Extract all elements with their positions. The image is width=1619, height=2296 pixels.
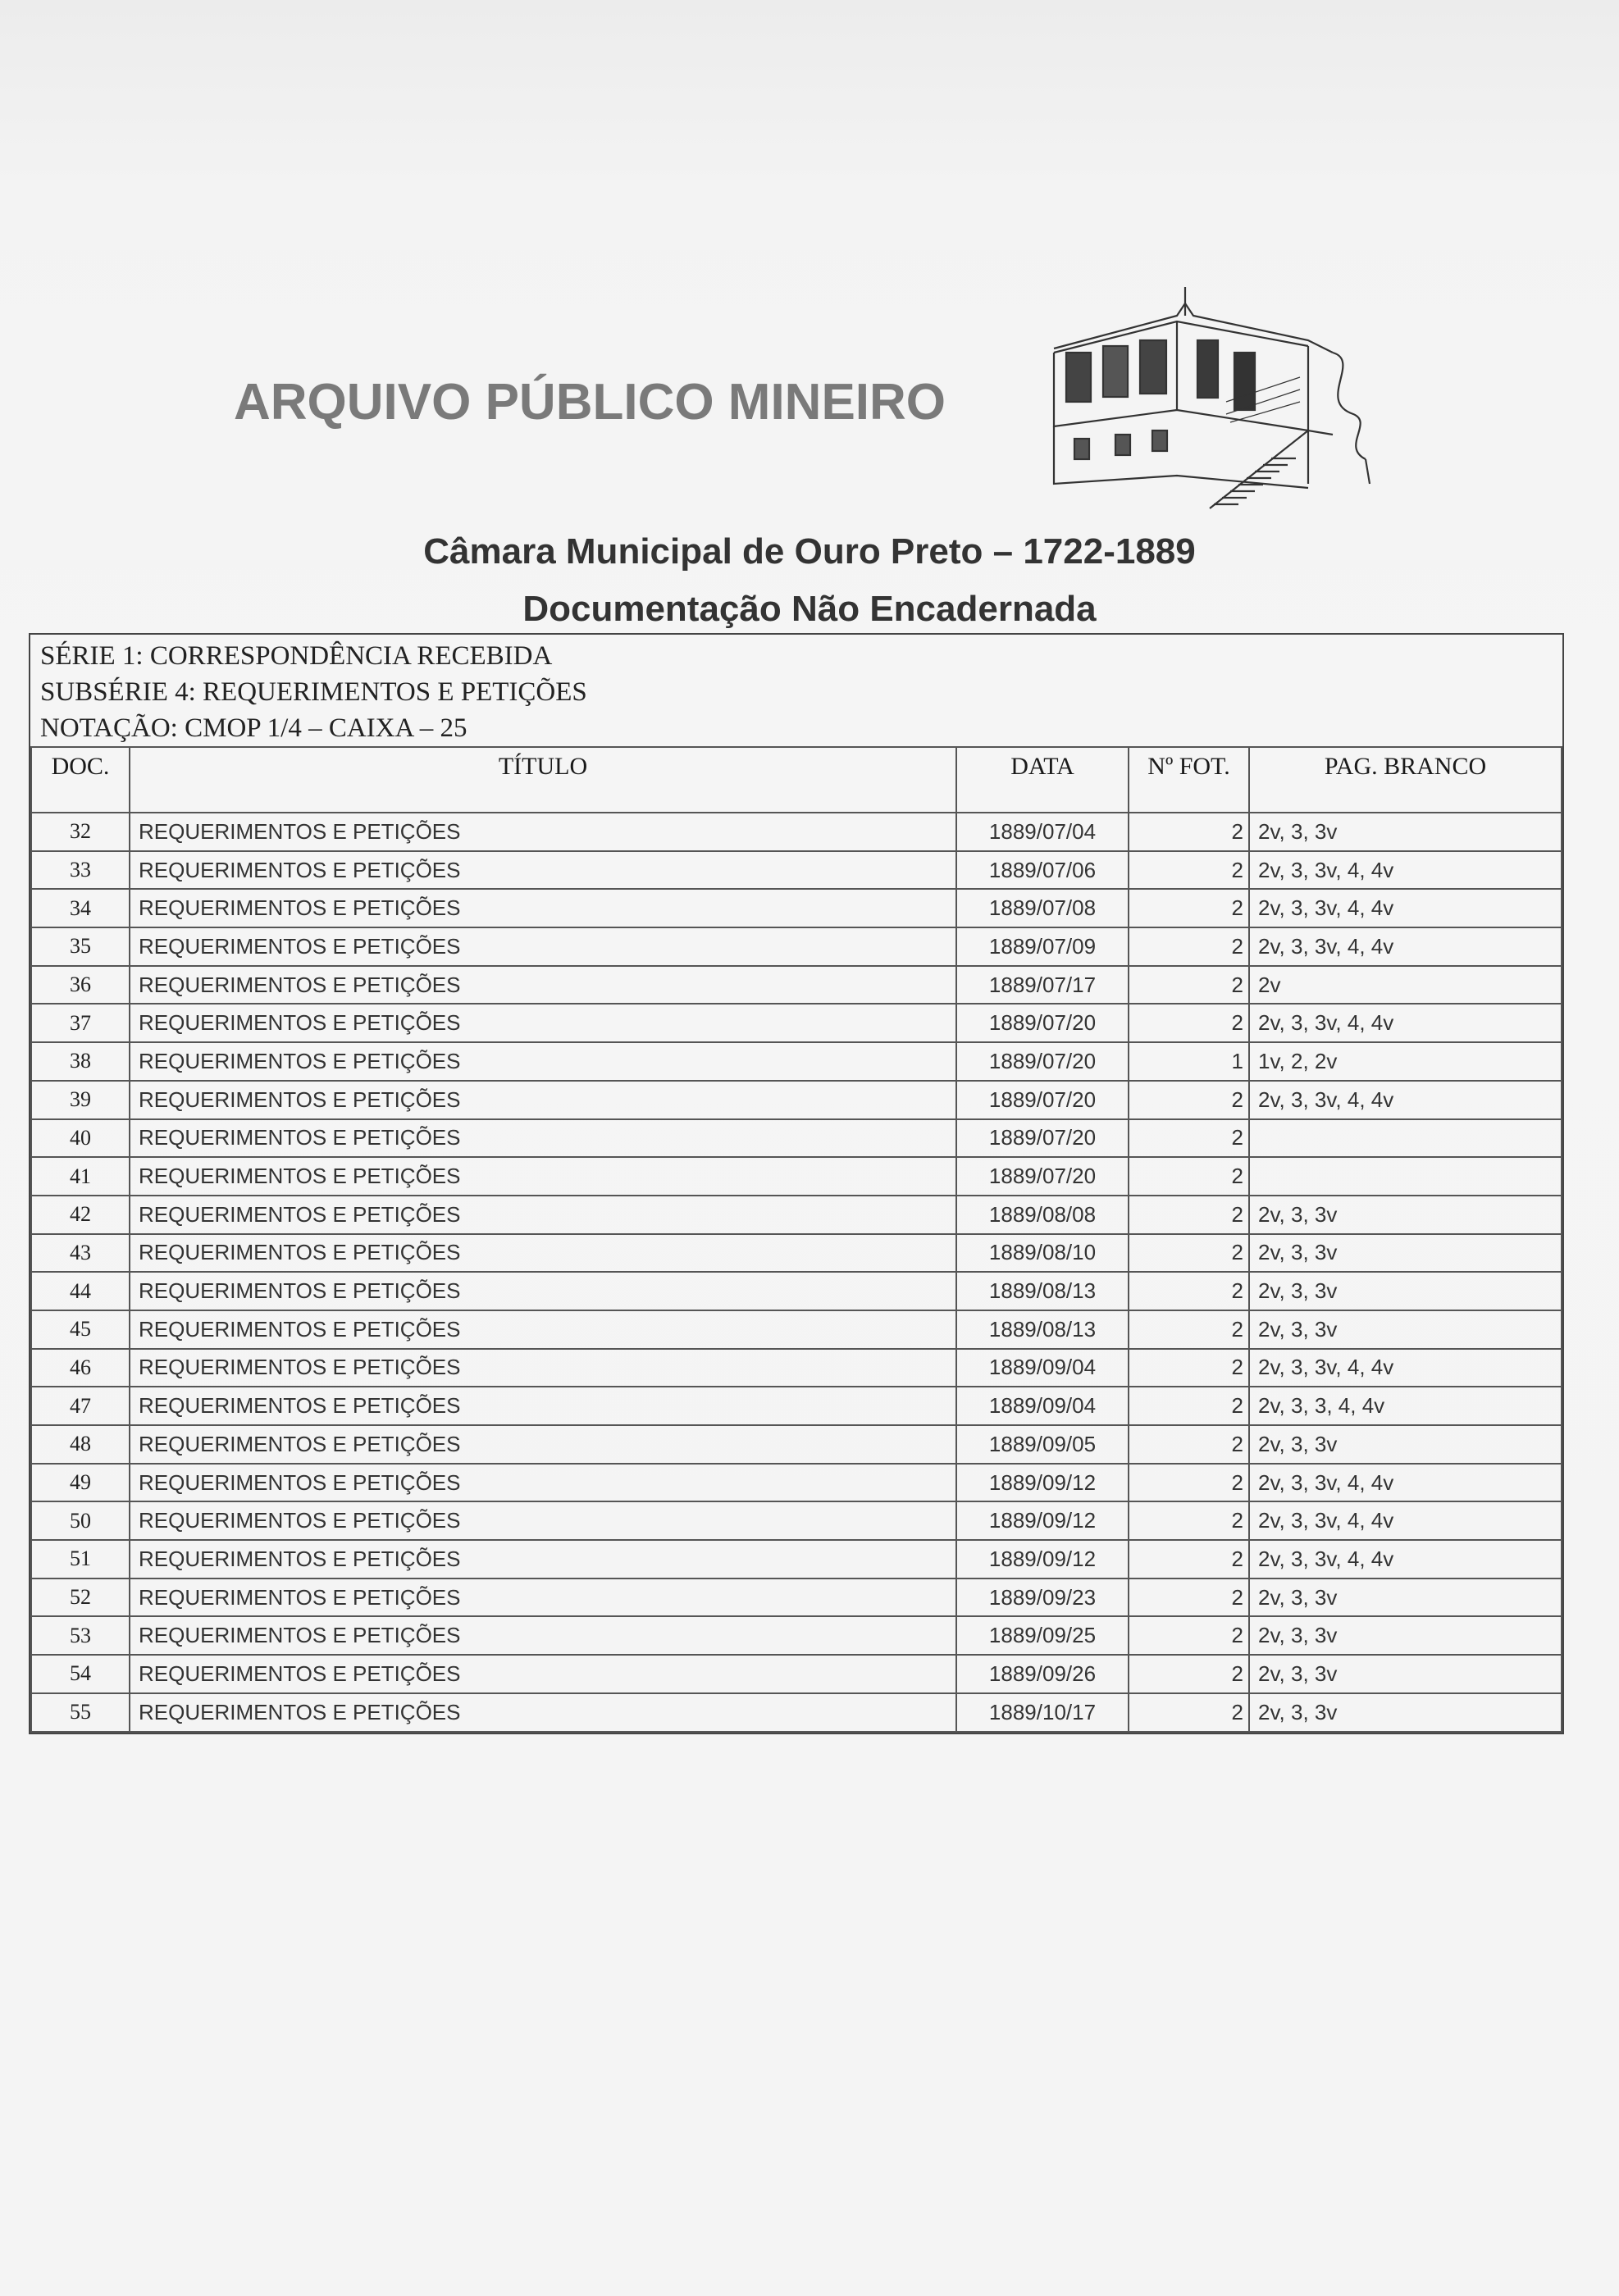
table-row — [31, 889, 1562, 927]
photo-count-cell: 2 — [1129, 1081, 1249, 1119]
date-cell: 1889/07/08 — [956, 889, 1129, 927]
table-row — [31, 1616, 1562, 1655]
date-cell: 1889/07/06 — [956, 851, 1129, 890]
doc-cell: 36 — [31, 966, 130, 1004]
doc-cell: 38 — [31, 1042, 130, 1081]
blank-pages-cell: 2v, 3, 3v, 4, 4v — [1249, 1464, 1562, 1502]
photo-count-cell: 2 — [1129, 1501, 1249, 1540]
header-doc: DOC. — [31, 747, 130, 813]
doc-cell: 52 — [31, 1578, 130, 1617]
table-row — [31, 1042, 1562, 1081]
photo-count-cell: 2 — [1129, 1196, 1249, 1234]
photo-count-cell: 2 — [1129, 851, 1249, 890]
photo-count-cell: 2 — [1129, 1693, 1249, 1732]
blank-pages-cell: 2v, 3, 3v — [1249, 1272, 1562, 1310]
date-cell: 1889/07/20 — [956, 1004, 1129, 1042]
title-cell: REQUERIMENTOS E PETIÇÕES — [130, 1655, 956, 1693]
blank-pages-cell — [1249, 1157, 1562, 1196]
inventory-table — [30, 746, 1562, 1733]
date-cell: 1889/09/12 — [956, 1464, 1129, 1502]
blank-pages-cell: 2v, 3, 3v, 4, 4v — [1249, 927, 1562, 966]
doc-cell: 47 — [31, 1387, 130, 1425]
date-cell: 1889/09/23 — [956, 1578, 1129, 1617]
photo-count-cell: 1 — [1129, 1042, 1249, 1081]
doc-cell: 43 — [31, 1234, 130, 1273]
photo-count-cell: 2 — [1129, 1272, 1249, 1310]
title-cell: REQUERIMENTOS E PETIÇÕES — [130, 851, 956, 890]
doc-cell: 49 — [31, 1464, 130, 1502]
title-cell: REQUERIMENTOS E PETIÇÕES — [130, 1081, 956, 1119]
doc-cell: 46 — [31, 1349, 130, 1387]
date-cell: 1889/07/17 — [956, 966, 1129, 1004]
doc-cell: 32 — [31, 813, 130, 851]
date-cell: 1889/07/20 — [956, 1157, 1129, 1196]
blank-pages-cell: 2v, 3, 3v — [1249, 1234, 1562, 1273]
table-row — [31, 851, 1562, 890]
table-row — [31, 1387, 1562, 1425]
blank-pages-cell: 2v, 3, 3v — [1249, 1693, 1562, 1732]
blank-pages-cell: 2v, 3, 3v — [1249, 1616, 1562, 1655]
table-row — [31, 1272, 1562, 1310]
date-cell: 1889/08/10 — [956, 1234, 1129, 1273]
header-data: DATA — [956, 747, 1129, 813]
table-row — [31, 1693, 1562, 1732]
title-cell: REQUERIMENTOS E PETIÇÕES — [130, 1616, 956, 1655]
archive-title: ARQUIVO PÚBLICO MINEIRO — [234, 374, 946, 430]
title-cell: REQUERIMENTOS E PETIÇÕES — [130, 1693, 956, 1732]
date-cell: 1889/09/12 — [956, 1501, 1129, 1540]
table-row — [31, 1004, 1562, 1042]
photo-count-cell: 2 — [1129, 1349, 1249, 1387]
date-cell: 1889/10/17 — [956, 1693, 1129, 1732]
title-cell: REQUERIMENTOS E PETIÇÕES — [130, 1464, 956, 1502]
photo-count-cell: 2 — [1129, 927, 1249, 966]
blank-pages-cell — [1249, 1119, 1562, 1158]
date-cell: 1889/07/09 — [956, 927, 1129, 966]
table-row — [31, 813, 1562, 851]
table-row — [31, 1425, 1562, 1464]
doc-cell: 51 — [31, 1540, 130, 1578]
doc-cell: 54 — [31, 1655, 130, 1693]
doc-cell: 45 — [31, 1310, 130, 1349]
blank-pages-cell: 2v, 3, 3v, 4, 4v — [1249, 1540, 1562, 1578]
inventory-box — [29, 633, 1564, 1734]
photo-count-cell: 2 — [1129, 1119, 1249, 1158]
table-row — [31, 1119, 1562, 1158]
blank-pages-cell: 2v, 3, 3v — [1249, 1578, 1562, 1617]
title-cell: REQUERIMENTOS E PETIÇÕES — [130, 927, 956, 966]
title-cell: REQUERIMENTOS E PETIÇÕES — [130, 1501, 956, 1540]
subtitle-documentation: Documentação Não Encadernada — [522, 589, 1097, 629]
photo-count-cell: 2 — [1129, 1234, 1249, 1273]
blank-pages-cell: 2v, 3, 3v — [1249, 1425, 1562, 1464]
title-cell: REQUERIMENTOS E PETIÇÕES — [130, 1349, 956, 1387]
blank-pages-cell: 2v, 3, 3v, 4, 4v — [1249, 1004, 1562, 1042]
doc-cell: 39 — [31, 1081, 130, 1119]
blank-pages-cell: 2v, 3, 3v, 4, 4v — [1249, 1349, 1562, 1387]
photo-count-cell: 2 — [1129, 1616, 1249, 1655]
blank-pages-cell: 2v, 3, 3v — [1249, 1196, 1562, 1234]
table-row — [31, 966, 1562, 1004]
table-header-row — [31, 747, 1562, 813]
date-cell: 1889/07/20 — [956, 1042, 1129, 1081]
blank-pages-cell: 2v, 3, 3v — [1249, 1310, 1562, 1349]
doc-cell: 40 — [31, 1119, 130, 1158]
date-cell: 1889/09/04 — [956, 1349, 1129, 1387]
table-row — [31, 1157, 1562, 1196]
date-cell: 1889/07/20 — [956, 1119, 1129, 1158]
blank-pages-cell: 2v, 3, 3v — [1249, 1655, 1562, 1693]
table-row — [31, 1081, 1562, 1119]
title-cell: REQUERIMENTOS E PETIÇÕES — [130, 1425, 956, 1464]
date-cell: 1889/07/20 — [956, 1081, 1129, 1119]
photo-count-cell: 2 — [1129, 1655, 1249, 1693]
photo-count-cell: 2 — [1129, 889, 1249, 927]
header-pag: PAG. BRANCO — [1249, 747, 1562, 813]
photo-count-cell: 2 — [1129, 966, 1249, 1004]
title-cell: REQUERIMENTOS E PETIÇÕES — [130, 1004, 956, 1042]
title-cell: REQUERIMENTOS E PETIÇÕES — [130, 1042, 956, 1081]
doc-cell: 41 — [31, 1157, 130, 1196]
doc-cell: 33 — [31, 851, 130, 890]
blank-pages-cell: 1v, 2, 2v — [1249, 1042, 1562, 1081]
serie-line: SÉRIE 1: CORRESPONDÊNCIA RECEBIDA — [40, 641, 553, 671]
date-cell: 1889/08/08 — [956, 1196, 1129, 1234]
title-cell: REQUERIMENTOS E PETIÇÕES — [130, 1272, 956, 1310]
date-cell: 1889/09/04 — [956, 1387, 1129, 1425]
title-cell: REQUERIMENTOS E PETIÇÕES — [130, 1234, 956, 1273]
title-cell: REQUERIMENTOS E PETIÇÕES — [130, 813, 956, 851]
date-cell: 1889/09/26 — [956, 1655, 1129, 1693]
table-row — [31, 1464, 1562, 1502]
title-cell: REQUERIMENTOS E PETIÇÕES — [130, 966, 956, 1004]
table-row — [31, 1310, 1562, 1349]
photo-count-cell: 2 — [1129, 1425, 1249, 1464]
table-row — [31, 1501, 1562, 1540]
blank-pages-cell: 2v, 3, 3v, 4, 4v — [1249, 851, 1562, 890]
doc-cell: 34 — [31, 889, 130, 927]
blank-pages-cell: 2v, 3, 3v, 4, 4v — [1249, 1501, 1562, 1540]
header-titulo: TÍTULO — [130, 747, 956, 813]
table-row — [31, 1234, 1562, 1273]
table-row — [31, 1655, 1562, 1693]
photo-count-cell: 2 — [1129, 1464, 1249, 1502]
series-info — [30, 635, 1562, 746]
blank-pages-cell: 2v, 3, 3v, 4, 4v — [1249, 889, 1562, 927]
doc-cell: 50 — [31, 1501, 130, 1540]
header-fot: Nº FOT. — [1129, 747, 1249, 813]
doc-cell: 48 — [31, 1425, 130, 1464]
date-cell: 1889/08/13 — [956, 1272, 1129, 1310]
date-cell: 1889/08/13 — [956, 1310, 1129, 1349]
table-row — [31, 1578, 1562, 1617]
building-logo-icon — [1038, 271, 1382, 517]
blank-pages-cell: 2v, 3, 3v, 4, 4v — [1249, 1081, 1562, 1119]
title-cell: REQUERIMENTOS E PETIÇÕES — [130, 889, 956, 927]
date-cell: 1889/09/12 — [956, 1540, 1129, 1578]
doc-cell: 35 — [31, 927, 130, 966]
photo-count-cell: 2 — [1129, 1387, 1249, 1425]
date-cell: 1889/07/04 — [956, 813, 1129, 851]
photo-count-cell: 2 — [1129, 1157, 1249, 1196]
photo-count-cell: 2 — [1129, 1578, 1249, 1617]
photo-count-cell: 2 — [1129, 813, 1249, 851]
title-cell: REQUERIMENTOS E PETIÇÕES — [130, 1119, 956, 1158]
title-cell: REQUERIMENTOS E PETIÇÕES — [130, 1387, 956, 1425]
blank-pages-cell: 2v, 3, 3v — [1249, 813, 1562, 851]
date-cell: 1889/09/05 — [956, 1425, 1129, 1464]
table-row — [31, 1196, 1562, 1234]
subserie-line: SUBSÉRIE 4: REQUERIMENTOS E PETIÇÕES — [40, 677, 587, 707]
photo-count-cell: 2 — [1129, 1310, 1249, 1349]
table-body — [31, 813, 1562, 1732]
doc-cell: 37 — [31, 1004, 130, 1042]
title-cell: REQUERIMENTOS E PETIÇÕES — [130, 1196, 956, 1234]
table-row — [31, 927, 1562, 966]
subtitle-institution: Câmara Municipal de Ouro Preto – 1722-1889 — [423, 531, 1196, 572]
date-cell: 1889/09/25 — [956, 1616, 1129, 1655]
doc-cell: 42 — [31, 1196, 130, 1234]
title-cell: REQUERIMENTOS E PETIÇÕES — [130, 1578, 956, 1617]
blank-pages-cell: 2v — [1249, 966, 1562, 1004]
photo-count-cell: 2 — [1129, 1004, 1249, 1042]
photo-count-cell: 2 — [1129, 1540, 1249, 1578]
blank-pages-cell: 2v, 3, 3, 4, 4v — [1249, 1387, 1562, 1425]
doc-cell: 55 — [31, 1693, 130, 1732]
table-row — [31, 1540, 1562, 1578]
doc-cell: 53 — [31, 1616, 130, 1655]
notacao-line: NOTAÇÃO: CMOP 1/4 – CAIXA – 25 — [40, 713, 467, 743]
title-cell: REQUERIMENTOS E PETIÇÕES — [130, 1310, 956, 1349]
title-cell: REQUERIMENTOS E PETIÇÕES — [130, 1157, 956, 1196]
doc-cell: 44 — [31, 1272, 130, 1310]
title-cell: REQUERIMENTOS E PETIÇÕES — [130, 1540, 956, 1578]
table-row — [31, 1349, 1562, 1387]
